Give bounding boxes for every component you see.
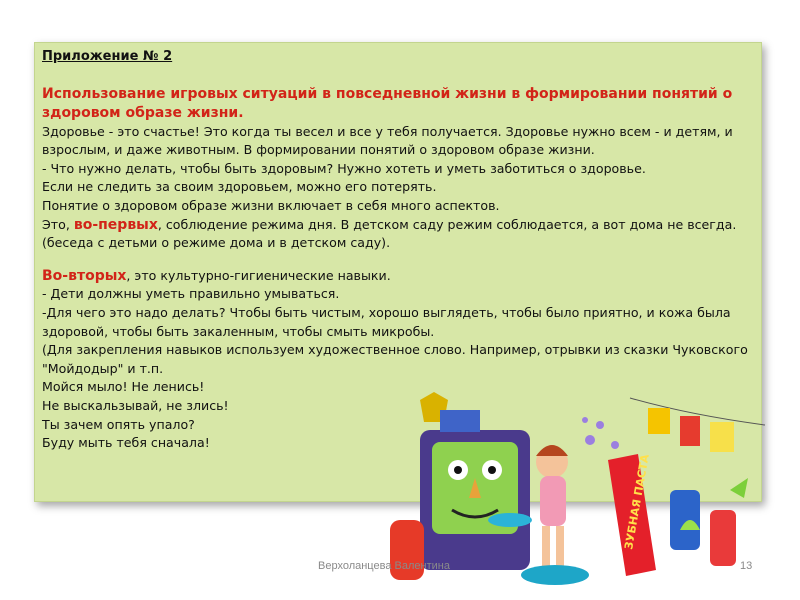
poem-line: Мойся мыло! Не ленись! [42,379,205,395]
paragraph-aspects: Понятие о здоровом образе жизни включает в себя много аспектов. [42,197,500,213]
poem-line: Ты зачем опять упало? [42,416,195,432]
toothpaste-tube [608,453,656,576]
paragraph-first [42,216,754,253]
page-number: 13 [740,560,753,572]
first-text: , соблюдение режима дня. В детском саду режим соблюдается, а вот дома не всегда. (беседа с детьми о режиме дома и в детском саду). [42,216,737,251]
toothbrush-character [670,490,700,550]
paragraph-reinforce: (Для закрепления навыков используем художественное слово. Например, отрывки из сказки Чуковского "Мойдодыр" и т.п. [42,342,748,376]
paragraph-second [42,267,754,286]
wash-basin [521,565,589,585]
paragraph-lose-health: Если не следить за своим здоровьем, можно его потерять. [42,179,437,195]
first-prefix: Это, [42,216,74,232]
slide-title: Использование игровых ситуаций в повседневной жизни в формировании понятий о здоровом образе жизни. [42,85,733,121]
paragraph-wash: - Дети должны уметь правильно умываться. [42,286,340,302]
poem-line: Буду мыть тебя сначала! [42,435,210,451]
paragraph-why: -Для чего это надо делать? Чтобы быть чистым, хорошо выглядеть, чтобы было приятно, и кожа была здоровой, чтобы быть закаленным, чтобы смыть микробы. [42,304,731,339]
paragraph-what-to-do: - Что нужно делать, чтобы быть здоровым? Нужно хотеть и уметь заботиться о здоровье. [42,160,646,176]
paragraph-health-happiness: Здоровье - это счастье! Это когда ты весел и все у тебя получается. Здоровье нужно всем - и детям, и взрослым, и даже животным. В формировании понятий о здоровом образе жизни. [42,123,733,158]
sponge-character [710,510,736,566]
slide-text [42,48,754,453]
toothpaste-label: ЗУБНАЯ ПАСТА [622,453,652,551]
poem-line: Не выскальзывай, не злись! [42,397,229,413]
appendix-heading: Приложение № 2 [42,49,173,64]
first-highlight: во-первых [73,216,158,233]
second-text: , это культурно-гигиенические навыки. [126,267,391,283]
child-body [540,476,566,526]
second-highlight: Во-вторых [42,267,127,284]
footer-author: Верхоланцева Валентина [318,560,450,572]
